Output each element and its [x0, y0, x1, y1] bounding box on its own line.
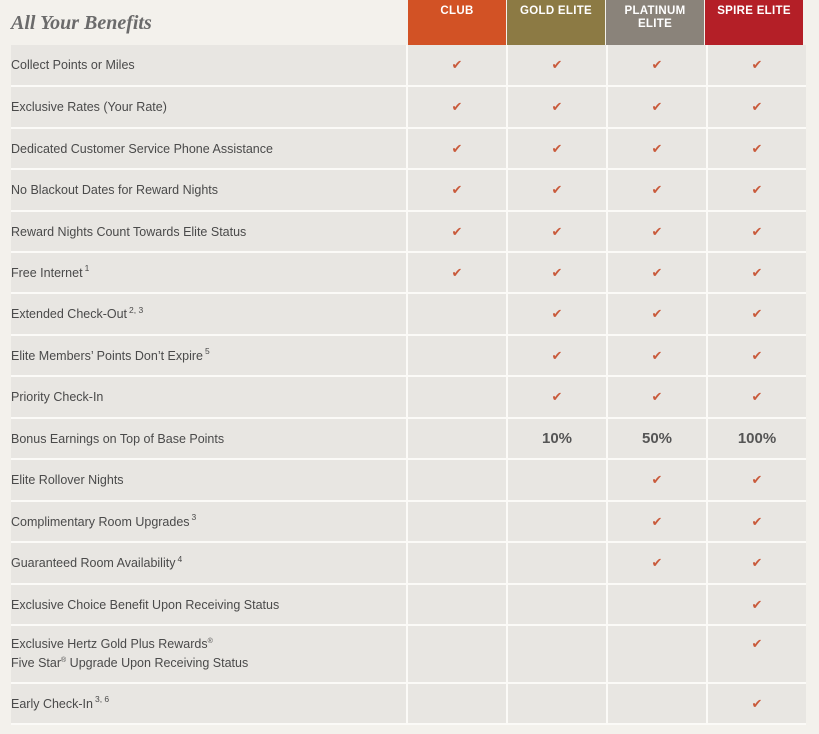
- checkmark-icon: ✔: [651, 513, 663, 529]
- tier-cell: [507, 211, 607, 252]
- tier-cell: [607, 418, 707, 459]
- benefit-label-text: Elite Members’ Points Don’t Expire: [11, 348, 203, 363]
- benefit-label-text: Upgrade Upon Receiving Status: [66, 656, 249, 670]
- tier-cell: [707, 335, 806, 376]
- checkmark-icon: ✔: [751, 140, 763, 156]
- tier-cell: [607, 211, 707, 252]
- tier-cell: [607, 584, 707, 625]
- benefit-row: [11, 86, 806, 128]
- tier-cell: [507, 683, 607, 724]
- benefit-label: [11, 459, 407, 501]
- benefit-label-text: Exclusive Rates (Your Rate): [11, 100, 167, 114]
- checkmark-icon: ✔: [751, 182, 763, 197]
- tier-cell: [407, 45, 507, 86]
- checkmark-icon: ✔: [651, 306, 663, 321]
- tier-cell: [707, 418, 806, 459]
- benefit-row: [11, 501, 806, 542]
- benefit-label: [11, 169, 407, 211]
- tier-cell: [607, 45, 707, 86]
- tier-cell: [407, 335, 507, 376]
- checkmark-icon: ✔: [651, 99, 663, 114]
- benefits-table: [11, 45, 806, 725]
- registered-mark: ®: [207, 637, 213, 645]
- tier-cell: [607, 625, 707, 683]
- tier-cell: [507, 169, 607, 211]
- benefit-row: [11, 293, 806, 335]
- checkmark-icon: ✔: [751, 99, 763, 114]
- benefit-label-text: Extended Check-Out: [11, 307, 128, 321]
- checkmark-icon: ✔: [751, 555, 763, 570]
- checkmark-icon: ✔: [451, 182, 463, 197]
- tier-cell: [407, 211, 507, 252]
- tier-cell: [507, 459, 607, 501]
- tier-cell: [507, 501, 607, 542]
- tier-cell: [407, 418, 507, 459]
- checkmark-icon: ✔: [551, 99, 563, 114]
- benefit-label-text: Elite Rollover Nights: [11, 473, 124, 487]
- checkmark-icon: ✔: [751, 636, 763, 651]
- checkmark-icon: ✔: [651, 57, 663, 72]
- checkmark-icon: ✔: [651, 389, 663, 404]
- tier-cell: [607, 293, 707, 335]
- benefit-label: [11, 211, 407, 252]
- bonus-percent: 50%: [641, 430, 673, 447]
- tier-cell: [607, 128, 707, 169]
- footnote-marker: 2, 3: [129, 304, 144, 315]
- tier-cell: [707, 45, 806, 86]
- benefit-label-text: Exclusive Choice Benefit Upon Receiving Status: [11, 597, 280, 612]
- benefit-label: [11, 293, 407, 335]
- tier-cell: [507, 418, 607, 459]
- benefit-label: [11, 86, 407, 128]
- footnote-marker: 4: [177, 553, 183, 564]
- benefit-label-text: Complimentary Room Upgrades: [11, 514, 190, 529]
- tier-cell: [707, 252, 806, 293]
- checkmark-icon: ✔: [551, 223, 563, 239]
- tier-cell: [407, 252, 507, 293]
- checkmark-icon: ✔: [551, 140, 563, 156]
- benefit-label-text: Bonus Earnings on Top of Base Points: [11, 431, 225, 446]
- tier-cell: [407, 501, 507, 542]
- benefit-row: [11, 459, 806, 501]
- tier-header-row: [408, 0, 804, 45]
- tier-cell: [507, 128, 607, 169]
- tier-cell: [507, 293, 607, 335]
- tier-header-gold-elite: [507, 0, 605, 45]
- checkmark-icon: ✔: [451, 99, 463, 114]
- checkmark-icon: ✔: [651, 472, 663, 487]
- tier-header-label: GOLD ELITE: [520, 5, 592, 17]
- tier-cell: [407, 542, 507, 584]
- checkmark-icon: ✔: [751, 306, 763, 321]
- tier-cell: [407, 683, 507, 724]
- benefit-label: [11, 683, 407, 724]
- checkmark-icon: ✔: [451, 140, 463, 156]
- benefit-row: [11, 584, 806, 625]
- tier-cell: [407, 625, 507, 683]
- bonus-percent: 100%: [737, 430, 777, 447]
- tier-cell: [407, 584, 507, 625]
- checkmark-icon: ✔: [551, 306, 563, 321]
- tier-cell: [707, 584, 806, 625]
- checkmark-icon: ✔: [651, 223, 663, 239]
- tier-cell: [607, 86, 707, 128]
- checkmark-icon: ✔: [651, 182, 663, 197]
- tier-cell: [707, 211, 806, 252]
- tier-cell: [707, 169, 806, 211]
- checkmark-icon: ✔: [751, 57, 763, 72]
- benefit-row: [11, 128, 806, 169]
- checkmark-icon: ✔: [651, 347, 663, 363]
- tier-header-label: PLATINUM: [624, 5, 686, 17]
- tier-cell: [507, 335, 607, 376]
- benefit-row: [11, 376, 806, 418]
- tier-cell: [607, 501, 707, 542]
- benefit-label: [11, 376, 407, 418]
- benefit-row: [11, 252, 806, 293]
- checkmark-icon: ✔: [751, 513, 763, 529]
- footnote-marker: 1: [84, 263, 90, 274]
- benefit-row: [11, 45, 806, 86]
- tier-cell: [607, 335, 707, 376]
- tier-cell: [707, 501, 806, 542]
- tier-cell: [707, 625, 806, 683]
- tier-cell: [507, 625, 607, 683]
- checkmark-icon: ✔: [551, 347, 563, 363]
- benefit-label-text: Five Star: [11, 656, 62, 670]
- checkmark-icon: ✔: [751, 596, 763, 612]
- tier-cell: [407, 169, 507, 211]
- benefit-row: [11, 211, 806, 252]
- tier-cell: [607, 459, 707, 501]
- tier-cell: [607, 169, 707, 211]
- checkmark-icon: ✔: [751, 223, 763, 239]
- tier-cell: [407, 128, 507, 169]
- benefit-label: [11, 418, 407, 459]
- benefit-label-text: Guaranteed Room Availability: [11, 556, 176, 570]
- tier-cell: [707, 128, 806, 169]
- tier-cell: [607, 252, 707, 293]
- tier-header-label: ELITE: [637, 18, 673, 30]
- benefit-label: [11, 128, 407, 169]
- tier-cell: [507, 376, 607, 418]
- benefit-row: [11, 625, 806, 683]
- benefit-label-text: Free Internet: [11, 265, 83, 280]
- tier-cell: [507, 252, 607, 293]
- benefit-label-text: Reward Nights Count Towards Elite Status: [11, 224, 247, 239]
- tier-cell: [607, 376, 707, 418]
- benefit-label-text: Early Check-In: [11, 696, 93, 711]
- benefit-label-text: Priority Check-In: [11, 390, 104, 404]
- checkmark-icon: ✔: [451, 223, 463, 239]
- checkmark-icon: ✔: [551, 264, 563, 280]
- tier-cell: [507, 45, 607, 86]
- checkmark-icon: ✔: [551, 57, 563, 72]
- tier-cell: [507, 584, 607, 625]
- benefit-label: [11, 542, 407, 584]
- benefit-label-text: Dedicated Customer Service Phone Assistance: [11, 141, 273, 156]
- tier-cell: [507, 86, 607, 128]
- tier-cell: [407, 86, 507, 128]
- benefit-label: [11, 584, 407, 625]
- benefit-label-text: Exclusive Hertz Gold Plus Rewards: [11, 637, 208, 651]
- footnote-marker: 3: [191, 512, 197, 523]
- checkmark-icon: ✔: [751, 695, 763, 711]
- tier-header-label: CLUB: [440, 5, 474, 17]
- checkmark-icon: ✔: [751, 389, 763, 404]
- benefit-label: [11, 625, 407, 683]
- benefit-label: [11, 252, 407, 293]
- checkmark-icon: ✔: [751, 264, 763, 280]
- benefit-label: [11, 501, 407, 542]
- benefit-label: [11, 335, 407, 376]
- benefit-row: [11, 169, 806, 211]
- benefit-label: [11, 45, 407, 86]
- tier-cell: [407, 293, 507, 335]
- checkmark-icon: ✔: [451, 264, 463, 280]
- footnote-marker: 5: [204, 346, 210, 357]
- registered-mark: ®: [61, 656, 67, 664]
- benefit-row: [11, 418, 806, 459]
- footnote-marker: 3, 6: [94, 694, 110, 705]
- page-title: All Your Benefits: [11, 12, 152, 34]
- tier-cell: [407, 376, 507, 418]
- tier-header-platinum-elite: [606, 0, 704, 45]
- tier-header-club: [408, 0, 506, 45]
- tier-cell: [707, 683, 806, 724]
- tier-cell: [707, 459, 806, 501]
- tier-header-spire-elite: [705, 0, 803, 45]
- checkmark-icon: ✔: [651, 555, 663, 570]
- tier-cell: [607, 683, 707, 724]
- checkmark-icon: ✔: [751, 472, 763, 487]
- checkmark-icon: ✔: [651, 264, 663, 280]
- tier-cell: [407, 459, 507, 501]
- checkmark-icon: ✔: [551, 389, 563, 404]
- tier-cell: [507, 542, 607, 584]
- tier-cell: [707, 542, 806, 584]
- bonus-percent: 10%: [541, 430, 573, 447]
- checkmark-icon: ✔: [451, 57, 463, 72]
- benefit-row: [11, 683, 806, 724]
- tier-cell: [707, 376, 806, 418]
- tier-cell: [707, 293, 806, 335]
- tier-cell: [707, 86, 806, 128]
- benefit-row: [11, 542, 806, 584]
- checkmark-icon: ✔: [751, 347, 763, 363]
- tier-cell: [607, 542, 707, 584]
- benefit-row: [11, 335, 806, 376]
- tier-header-label: SPIRE ELITE: [717, 5, 791, 17]
- checkmark-icon: ✔: [651, 140, 663, 156]
- benefit-label-text: Collect Points or Miles: [11, 58, 135, 72]
- checkmark-icon: ✔: [551, 182, 563, 197]
- benefit-label-text: No Blackout Dates for Reward Nights: [11, 183, 219, 197]
